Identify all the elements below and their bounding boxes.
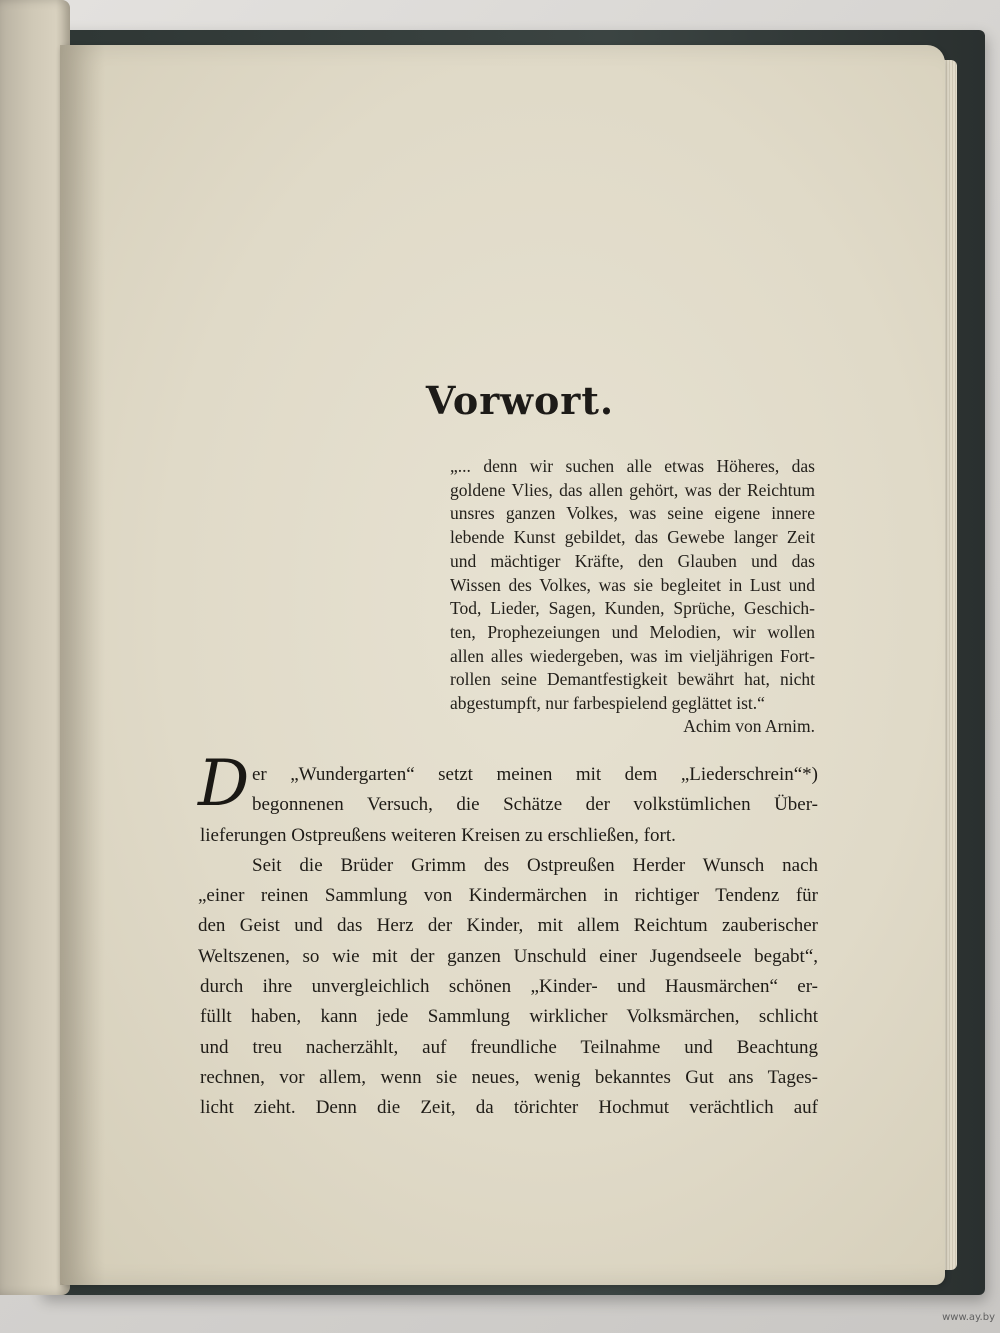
epigraph-line: Tod, Lieder, Sagen, Kunden, Sprüche, Geschich- xyxy=(450,598,815,619)
drop-cap: D xyxy=(198,747,250,821)
body-line: und treu nacherzählt, auf freundliche Teilnahme und Beachtung xyxy=(200,1036,818,1058)
epigraph-line: goldene Vlies, das allen gehört, was der Reichtum xyxy=(450,479,815,500)
epigraph-line: „... denn wir suchen alle etwas Höheres, das xyxy=(450,456,815,476)
body-line: „einer reinen Sammlung von Kindermärchen in richtiger Tendenz für xyxy=(198,885,818,907)
epigraph-line: ten, Prophezeiungen und Melodien, wir wollen xyxy=(450,621,815,642)
epigraph-line: Wissen des Volkes, was sie begleitet in Lust und xyxy=(450,574,815,595)
watermark: www.ay.by xyxy=(942,1312,995,1323)
body-line: lieferungen Ostpreußens weiteren Kreisen zu erschließen, fort. xyxy=(200,824,676,846)
body-line: den Geist und das Herz der Kinder, mit allem Reichtum zauberischer xyxy=(198,915,818,937)
body-paragraphs xyxy=(200,760,818,1124)
epigraph-line: und mächtiger Kräfte, den Glauben und das xyxy=(450,550,815,571)
body-line: begonnenen Versuch, die Schätze der volkstümlichen Über- xyxy=(252,794,818,816)
epigraph-author: Achim von Arnim. xyxy=(683,716,815,736)
body-line: er „Wundergarten“ setzt meinen mit dem „Liederschrein“*) xyxy=(252,764,818,785)
epigraph-quote xyxy=(450,455,815,716)
spine-shadow xyxy=(60,45,105,1285)
body-line: licht zieht. Denn die Zeit, da törichter Hochmut verächtlich auf xyxy=(200,1097,818,1119)
epigraph-line: lebende Kunst gebildet, das Gewebe langer Zeit xyxy=(450,527,815,548)
body-line: Seit die Brüder Grimm des Ostpreußen Herder Wunsch nach xyxy=(252,854,818,876)
body-line: füllt haben, kann jede Sammlung wirklicher Volksmärchen, schlicht xyxy=(200,1006,818,1028)
epigraph-line: unsres ganzen Volkes, was seine eigene innere xyxy=(450,503,815,524)
body-line: durch ihre unvergleichlich schönen „Kinder- und Hausmärchen“ er- xyxy=(200,976,818,998)
epigraph-line: rollen seine Demantfestigkeit bewährt hat, nicht xyxy=(450,669,815,690)
epigraph-line: allen alles wiedergeben, was im vieljährigen Fort- xyxy=(450,645,815,666)
epigraph-line: abgestumpft, nur farbespielend geglättet ist.“ xyxy=(450,693,765,714)
page-title: Vorwort. xyxy=(425,378,615,423)
body-line: Weltszenen, so wie mit der ganzen Unschuld einer Jugendseele begabt“, xyxy=(198,945,818,967)
body-line: rechnen, vor allem, wenn sie neues, wenig bekanntes Gut ans Tages- xyxy=(200,1066,818,1088)
